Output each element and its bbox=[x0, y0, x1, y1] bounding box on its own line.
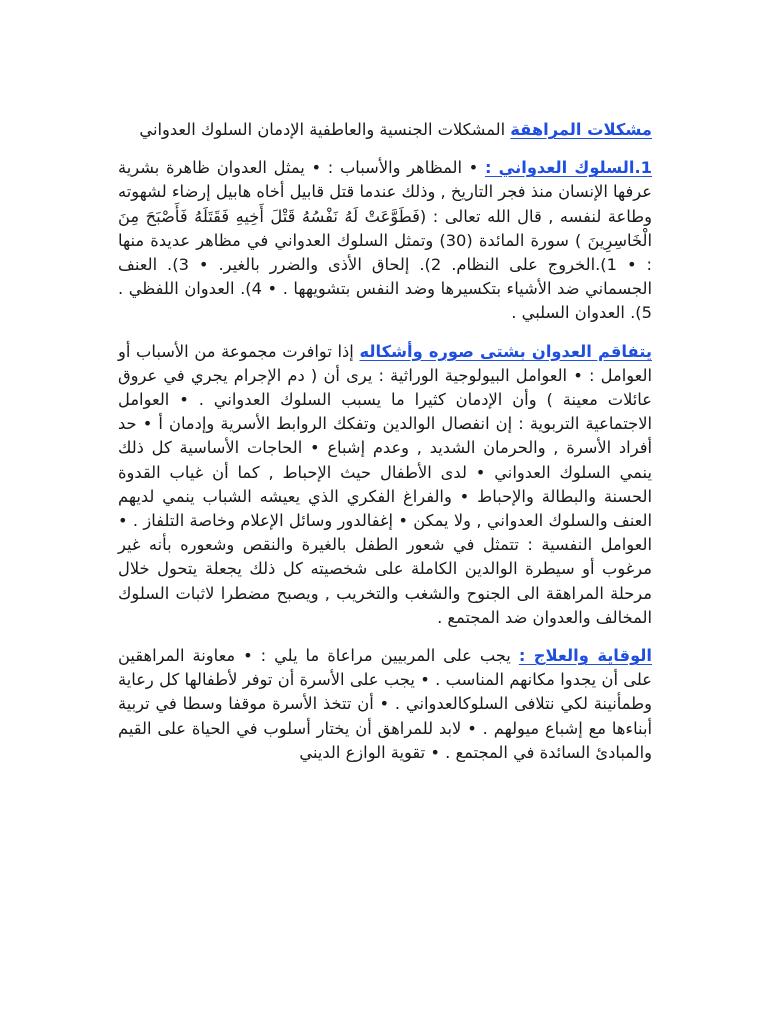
prevention-text: يجب على المربيين مراعاة ما يلي : • معاونة المراهقين على أن يجدوا مكانهم المناسب . • يجب على الأسرة أن توفر لأطفالها كل رعاية وطمأنينة لكي نتلافى السلوكالعدواني . • أن تتخذ الأسرة موقفا وسطا في تربية أبناءها مع إشباع ميولهم . • لابد للمراهق أن يختار أسلوب في الحياة على القيم والمبادئ السائدة في المجتمع . • تقوية الوازع الديني bbox=[118, 646, 652, 762]
link-aggressive-behavior[interactable]: 1.السلوك العدواني : bbox=[484, 158, 652, 178]
aggression-text: • المظاهر والأسباب : • يمثل العدوان ظاهرة بشرية عرفها الإنسان منذ فجر التاريخ , وذلك عندما قتل قابيل أخاه هابيل إرضاء لشهوته وطاعة لنفسه , قال الله تعالى : (فَطَوَّعَتْ لَهُ نَفْسُهُ قَتْلَ أَخِيهِ فَقَتَلَهُ فَأَصْبَحَ مِنَ الْخَاسِرِينَ ) سورة المائدة (30) وتمثل السلوك العدواني في مظاهر عديدة منها : • 1).الخروج على النظام. 2). إلحاق الأذى والضرر بالغير. • 3). العنف الجسماني ضد الأشياء بتكسيرها وضد النفس بتشويهها . • 4). العدوان اللفظي . 5). العدوان السلبي . bbox=[118, 158, 652, 323]
causes-text: إذا توافرت مجموعة من الأسباب أو العوامل : • العوامل البيولوجية الوراثية : يرى أن ( دم الإجرام يجري في عروق عائلات معينة ) وأن الإدمان كثيرا ما يسبب السلوك العدواني . • العوامل الاجتماعية التربوية : إن انفصال الوالدين وتفكك الروابط الأسرية وإدمان أ • حد أفراد الأسرة , والحرمان الشديد , وعدم إشباع • الحاجات الأساسية كل ذلك ينمي السلوك العدواني • لدى الأطفال حيث الإحباط , كما أن غياب القدوة الحسنة والبطالة والإحباط • والفراغ الفكري الذي يعيشه الشباب ينمي لديهم العنف والسلوك العدواني , ولا يمكن • إغفالدور وسائل الإعلام وخاصة التلفاز . • العوامل النفسية : تتمثل في شعور الطفل بالغيرة والنقص وشعوره بأنه غير مرغوب أو سيطرة الوالدين الكاملة على شخصيته كل ذلك يجعلة يتحول خلال مرحلة المراهقة الى الجنوح والشغب والتخريب , ويصبح مضطرا لاثبات السلوك المخالف والعدوان ضد المجتمع . bbox=[118, 341, 652, 627]
document-body bbox=[118, 118, 652, 779]
intro-text: المشكلات الجنسية والعاطفية الإدمان السلوك العدواني bbox=[139, 120, 511, 139]
causes-paragraph bbox=[118, 340, 652, 630]
prevention-paragraph bbox=[118, 644, 652, 765]
intro-paragraph bbox=[118, 118, 652, 142]
link-prevention-treatment[interactable]: الوقاية والعلاج : bbox=[518, 646, 652, 666]
link-adolescence-problems[interactable]: مشكلات المراهقة bbox=[510, 120, 652, 139]
link-aggression-forms[interactable]: يتفاقم العدوان بشتى صوره وأشكاله bbox=[359, 341, 652, 361]
aggression-paragraph bbox=[118, 156, 652, 325]
